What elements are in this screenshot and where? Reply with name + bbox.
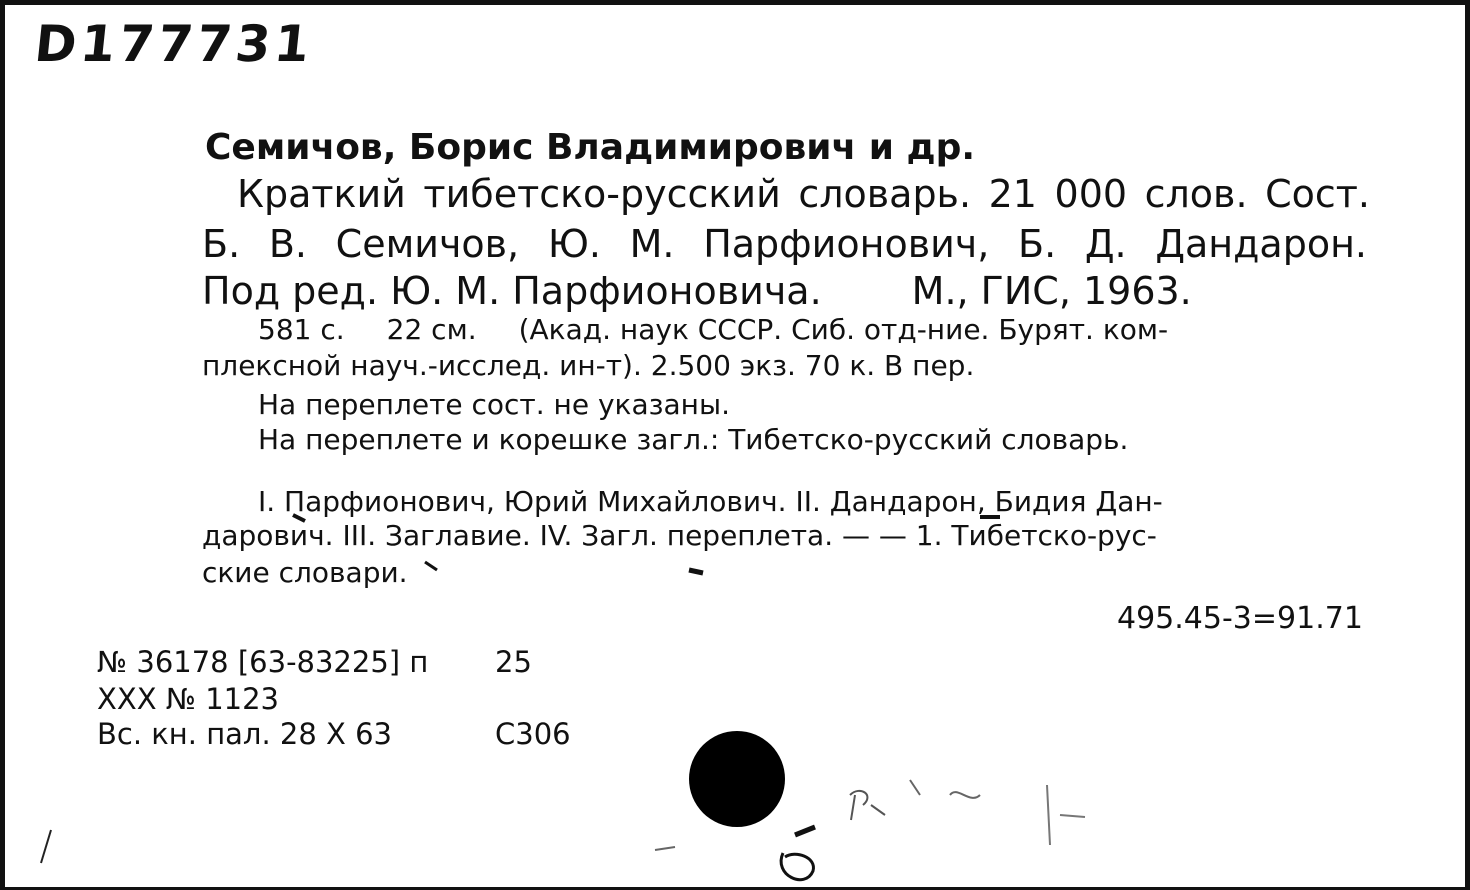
editor-statement: Под ред. Ю. М. Парфионовича. [202, 269, 822, 313]
tracing-line-3: ские словари. [202, 556, 408, 589]
note-1: На переплете сост. не указаны. [258, 388, 730, 421]
series-line-2: плексной науч.-исслед. ин-т). 2.500 экз. 70 к. В пер. [202, 349, 975, 382]
size: 22 см. [386, 313, 477, 346]
registry-line-1: № 36178 [63-83225] п [97, 645, 429, 679]
imprint: М., ГИС, 1963. [911, 269, 1192, 313]
title-line-2: Б. В. Семичов, Ю. М. Парфионович, Б. Д. Дандарон. [202, 222, 1367, 266]
classification-number: 495.45-3=91.71 [1117, 601, 1363, 636]
author-heading: Семичов, Борис Владимирович и др. [205, 127, 976, 168]
pages: 581 с. [258, 313, 345, 346]
registry-line-2: XXX № 1123 [97, 682, 280, 716]
registry-line-3-code: С306 [495, 717, 571, 751]
tracing-line-1: I. Парфионович, Юрий Михайлович. II. Дандарон, Бидия Дан- [258, 485, 1163, 518]
registry-line-1-code: 25 [495, 645, 532, 679]
tracing-line-2: дарович. III. Заглавие. IV. Загл. переплета. — — 1. Тибетско-рус- [202, 519, 1157, 552]
note-2: На переплете и корешке загл.: Тибетско-русский словарь. [258, 423, 1129, 456]
handwritten-marks [5, 5, 1465, 887]
series-line-1: (Акад. наук СССР. Сиб. отд-ние. Бурят. ком- [518, 313, 1169, 346]
title-line-1: Краткий тибетско-русский словарь. 21 000 слов. Сост. [237, 172, 1370, 216]
registry-line-3: Вс. кн. пал. 28 X 63 [97, 717, 392, 751]
call-number: D177731 [31, 15, 317, 73]
